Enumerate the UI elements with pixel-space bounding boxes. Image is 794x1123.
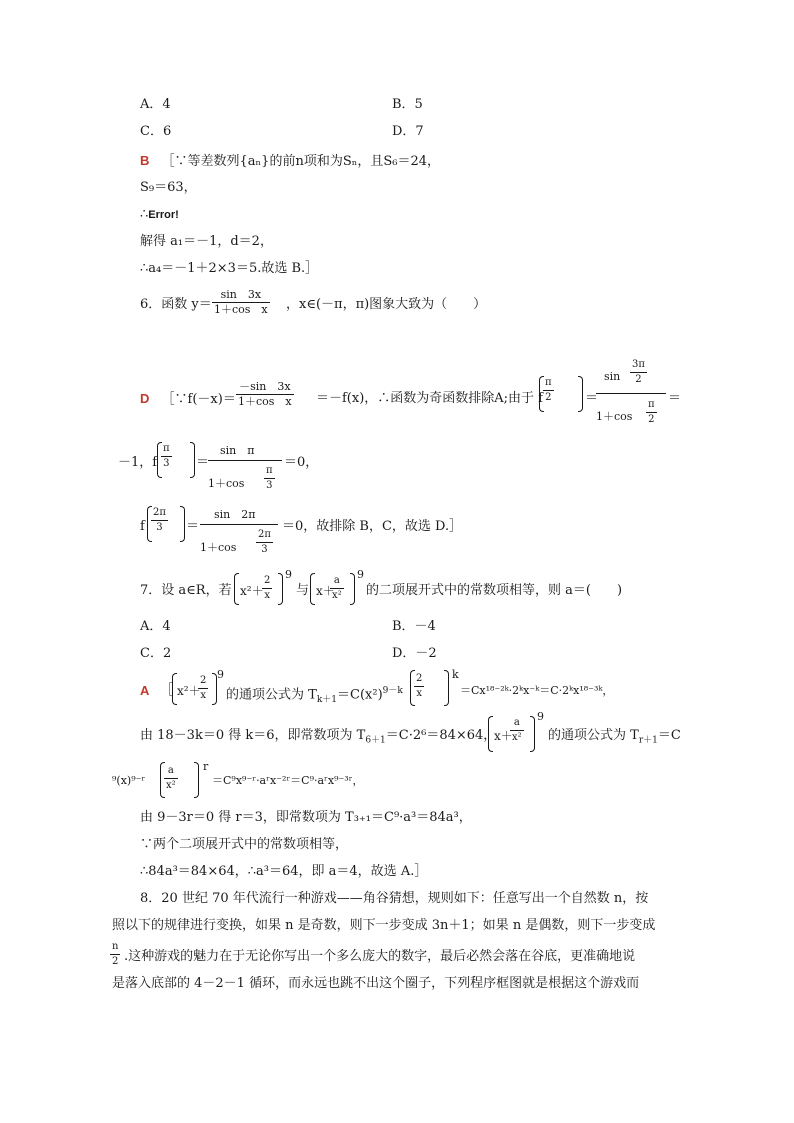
q8-paragraph-line-1: 8．20 世纪 70 年代流行一种游戏——角谷猜想，规则如下：任意写出一个自然数 n，按 [140, 891, 649, 906]
q6-sol-fraction [236, 380, 294, 409]
q7-s1-mid [226, 682, 403, 709]
q7-stem-suffix: 的二项展开式中的常数项相等，则 a＝( ) [366, 583, 623, 598]
q7-expr2-exp: 9 [357, 568, 364, 581]
q6-arg1-den: 2 [543, 390, 554, 405]
q7-s1-arg-frac [414, 672, 424, 701]
q7-expr2-right-paren [350, 573, 355, 605]
q7-s1-num: 2 [200, 675, 207, 686]
q7-expr1-left-paren [234, 573, 239, 605]
q7-s1-mid3: (x²) [359, 687, 383, 703]
q6-big-num-frac-den: 2 [630, 372, 647, 387]
q7-s2-exp: 9 [537, 710, 544, 723]
q6-l2-frac-num: sin π [220, 444, 255, 457]
q7-expr2-frac [330, 574, 344, 603]
q6-big-frac-bar [596, 393, 666, 394]
q6-line3-prefix: f [140, 519, 145, 534]
q7-stem-mid: 与 [296, 583, 310, 598]
q7-s2-expr-pre: x＋ [494, 729, 513, 743]
q7-s3-r: r [203, 760, 209, 773]
q6-arg1-num: π [545, 377, 552, 388]
q6-l3-eq: ＝ [186, 519, 200, 534]
q6-l3-den-den: 3 [256, 542, 273, 557]
q7-expr2-den: x² [332, 590, 342, 601]
q7-expr1-frac [262, 574, 272, 603]
q7-s6: ∴84a³＝84×64，∴a³＝64，即 a＝4，故选 A.］ [140, 864, 428, 879]
q7-s4: 由 9－3r＝0 得 r＝3，即常数项为 T₃₊₁＝C⁹·a³＝84a³， [140, 810, 472, 825]
q6-sol-frac-num: －sin 3x [239, 380, 291, 393]
q7-s1-frac [198, 674, 208, 703]
q7-option-c: C．2 [140, 646, 172, 661]
q7-s2-sub: 6＋1 [365, 735, 386, 746]
q6-big-den-frac-den: 2 [646, 412, 657, 427]
q7-s3-frac [164, 764, 178, 793]
q6-stem-prefix: 6．函数 y＝ [140, 297, 212, 312]
q7-expr1-num: 2 [264, 575, 271, 586]
q6-l2-arg-den: 3 [161, 456, 172, 471]
q5-solution-line-2: S₉＝63， [140, 180, 197, 195]
q6-arg1-right-paren [578, 376, 583, 412]
q5-therefore: ∴ [140, 207, 149, 222]
q7-s1-mid2: ＝C [337, 687, 360, 703]
q5-error-text: Error! [148, 209, 179, 221]
q6-sol-mid: ＝－f(x)，∴函数为奇函数排除A;由于 f [316, 391, 543, 406]
q6-l2-den-den: 3 [264, 478, 275, 493]
q7-s1-arg-num: 2 [416, 673, 423, 684]
q6-l3-frac-den-frac [256, 528, 273, 557]
q6-l3-post: ＝0，故排除 B，C，故选 D.］ [282, 519, 463, 534]
q7-expr2-pre: x＋ [316, 584, 335, 598]
q6-l3-arg-den: 3 [151, 520, 168, 535]
q5-solution-text-1: ［∵等差数列{aₙ}的前n项和为Sₙ，且S₆＝24， [161, 154, 441, 169]
q6-l2-eq: ＝ [196, 455, 210, 470]
q7-expr2-left-paren [310, 573, 315, 605]
q7-s2-pre: 由 18－3k＝0 得 k＝6，即常数项为 T [140, 728, 366, 743]
q6-l2-frac-bar [208, 460, 282, 461]
q7-s1-expr-pre: x²＋ [177, 684, 201, 698]
q5-solution-line-1 [140, 152, 440, 171]
q7-answer-letter-text: A [140, 683, 150, 698]
q7-s2-post2: ＝C [657, 728, 681, 743]
q7-s2-mid2: ·2⁶＝84×64， [408, 728, 497, 743]
q7-s2 [140, 727, 496, 750]
q7-option-a: A．4 [140, 619, 171, 634]
q6-l2-arg-num: π [163, 443, 170, 454]
q7-s2-left-paren [488, 716, 493, 752]
q7-s1-post3: ·2ᵏx¹⁸⁻³ᵏ， [558, 684, 614, 697]
q6-l2-post: ＝0， [284, 455, 319, 470]
q6-l2-den-num: π [266, 465, 273, 476]
q6-arg1-fraction [543, 376, 554, 405]
q6-l3-den-num: 2π [258, 529, 271, 540]
q6-big-num-sin: sin [604, 370, 621, 383]
q7-option-d: D．－2 [392, 646, 437, 661]
q7-s1-open-bracket: ［ [160, 683, 174, 698]
q6-big-den-frac-num: π [648, 399, 655, 410]
q7-s5: ∵两个二项展开式中的常数项相等， [140, 837, 349, 852]
q8-paragraph-line-2: 照以下的规律进行变换，如果 n 是奇数，则下一步变成 3n＋1；如果 n 是偶数，则下一步变成 [112, 918, 656, 933]
q7-option-b: B．－4 [392, 619, 436, 634]
q7-expr1-right-paren [278, 573, 283, 605]
q7-stem-prefix: 7．设 a∈R，若 [140, 583, 232, 598]
q6-stem-frac-num: sin 3x [220, 288, 262, 301]
q6-l3-frac-num: sin 2π [214, 508, 256, 521]
q8-n-over-2 [110, 940, 120, 969]
q5-solution-line-4: 解得 a₁＝－1，d＝2， [140, 234, 273, 249]
q6-answer [140, 390, 236, 409]
q7-s1-arg-right-paren [444, 670, 449, 706]
q7-s2-post [548, 727, 681, 750]
q7-expr1-den: x [262, 588, 272, 603]
q5-option-d: D．7 [392, 124, 424, 139]
q6-big-den-frac [646, 398, 657, 427]
q7-s1-den: x [198, 688, 208, 703]
q5-answer-letter: B [140, 153, 150, 168]
q6-stem-frac-den: 1＋cos x [214, 303, 268, 316]
q8-frac-num: n [112, 941, 119, 952]
q6-sol-frac-den: 1＋cos x [238, 395, 292, 408]
q7-s2-frac [510, 716, 524, 745]
q7-s3-post: ＝C⁹x⁹⁻ʳ·aʳx⁻²ʳ＝C⁹·aʳx⁹⁻³ʳ， [212, 774, 364, 787]
q5-option-c: C．6 [140, 124, 172, 139]
q6-stem-suffix: ，x∈(－π，π)图象大致为（ ） [286, 297, 487, 312]
q7-expr1-pre: x²＋ [240, 584, 264, 598]
q6-sol-prefix: ［∵f(－x)＝ [161, 392, 236, 407]
q5-option-a: A．4 [140, 97, 171, 112]
q6-sol-eq1: ＝ [585, 391, 599, 406]
q7-s3-den: x² [166, 780, 176, 791]
q7-s2-post-text: 的通项公式为 T [548, 728, 639, 743]
q7-s1-post-text: ＝C [460, 684, 480, 697]
q7-answer-letter [140, 682, 149, 701]
q6-l2-right-paren [190, 442, 195, 478]
q7-s3-right-paren [194, 762, 199, 798]
q7-s2-num: a [513, 717, 520, 728]
q7-expr2-num: a [333, 575, 340, 586]
q6-stem-fraction [212, 288, 270, 317]
q6-sol-eq2: ＝ [668, 391, 682, 406]
q5-solution-line-3 [140, 206, 179, 224]
q6-l3-frac-bar [200, 524, 278, 525]
q7-s2-sub2: r＋1 [638, 735, 658, 746]
q7-s3-num: a [167, 765, 174, 776]
q6-l3-arg-num: 2π [153, 507, 166, 518]
q7-s1-exp: 9 [217, 668, 224, 681]
q7-s1-post2: x¹⁸⁻²ᵏ·2ᵏx⁻ᵏ＝C [479, 684, 559, 697]
q8-paragraph-line-4: 是落入底部的 4－2－1 循环，而永远也跳不出这个圈子，下列程序框图就是根据这个游戏而 [112, 976, 640, 991]
q7-s2-den: x² [512, 732, 522, 743]
q5-option-b: B．5 [392, 97, 423, 112]
q7-s2-right-paren [530, 716, 535, 752]
q7-s2-mid: ＝C [385, 728, 409, 743]
q6-l2-frac-den-frac [264, 464, 275, 493]
q7-s1-sub: k＋1 [316, 694, 337, 705]
q6-l2-arg-fraction [161, 442, 172, 471]
q6-l3-arg-fraction [151, 506, 168, 535]
q6-answer-letter: D [140, 391, 150, 406]
q7-s3-pre: ⁹(x)⁹⁻ʳ [112, 774, 146, 787]
q8-paragraph-line-3: .这种游戏的魅力在于无论你写出一个多么庞大的数字，最后必然会落在谷底，更准确地说 [124, 949, 636, 964]
q7-s1-arg-den: x [414, 686, 424, 701]
q6-line2-prefix: －1，f [118, 455, 158, 470]
q7-s1-mid-text: 的通项公式为 T [226, 687, 317, 703]
q8-frac-den: 2 [110, 954, 120, 969]
q7-expr1-exp: 9 [285, 568, 292, 581]
q7-s1-k: k [452, 668, 459, 681]
q6-l3-frac-den-cos: 1＋cos [200, 541, 237, 554]
q7-s1-sup1: 9－k [382, 686, 403, 696]
q6-big-num-frac-num: 3π [632, 359, 645, 370]
q5-solution-line-5: ∴a₄＝－1＋2×3＝5.故选 B.］ [140, 261, 319, 276]
q6-l3-right-paren [180, 506, 185, 542]
q6-big-num-frac [630, 358, 647, 387]
q6-l2-frac-den-cos: 1＋cos [208, 477, 245, 490]
q6-big-den-cos: 1＋cos [596, 410, 633, 423]
q7-s1-post [460, 682, 613, 700]
